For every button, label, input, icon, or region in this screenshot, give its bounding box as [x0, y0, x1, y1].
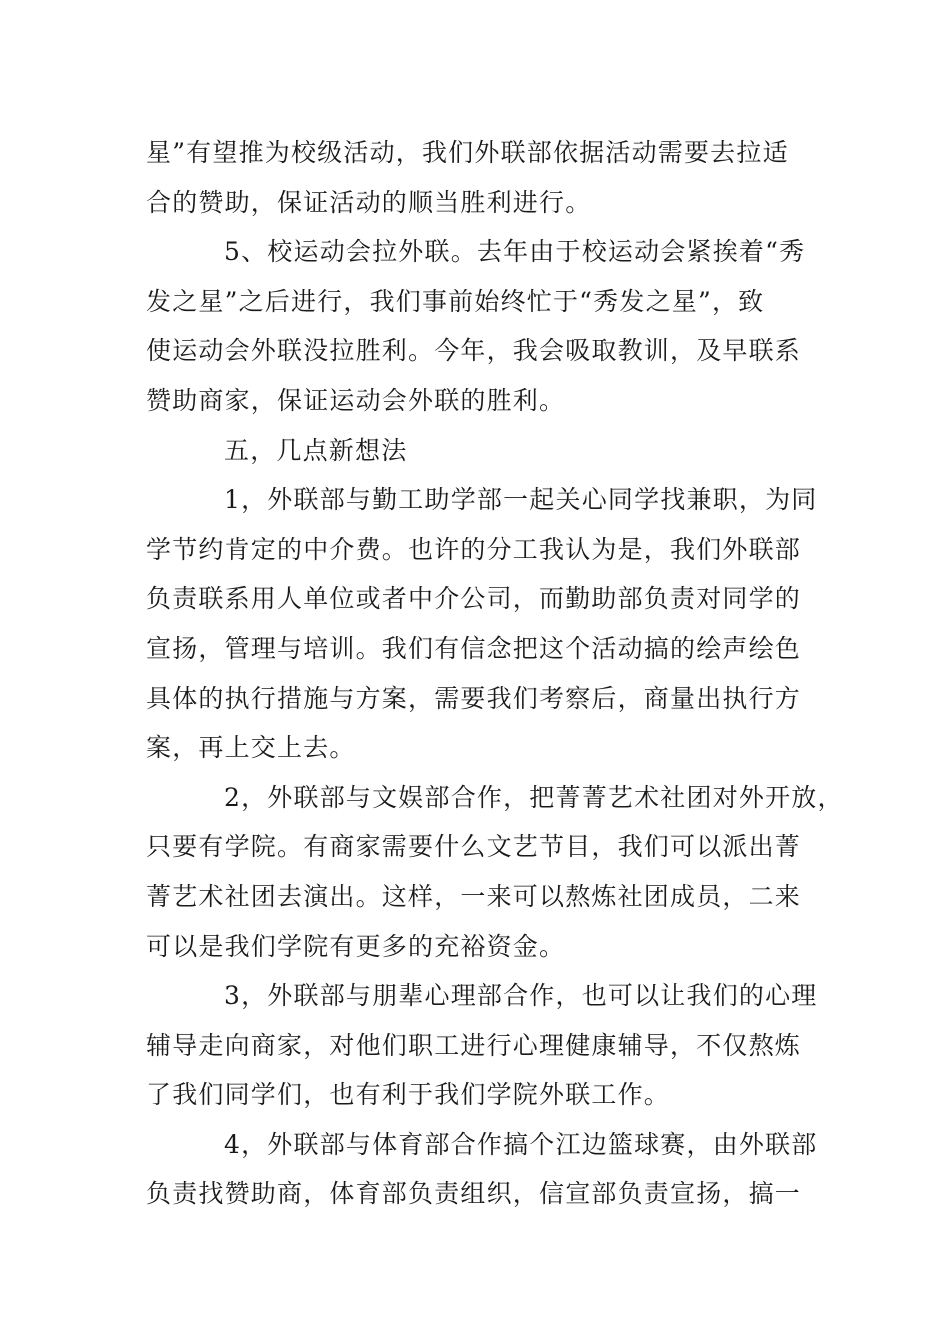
- document-body: [146, 128, 844, 1219]
- text-line: 只要有学院。有商家需要什么文艺节目，我们可以派出菁: [146, 832, 802, 862]
- text-line: 宣扬，管理与培训。我们有信念把这个活动搞的绘声绘色: [146, 633, 802, 663]
- text-line: 赞助商家，保证运动会外联的胜利。: [146, 385, 566, 415]
- section-heading: 五，几点新想法: [224, 435, 408, 465]
- text-line: 5、校运动会拉外联。去年由于校运动会紧挨着“秀: [224, 237, 806, 267]
- text-line: 负责找赞助商，体育部负责组织，信宣部负责宣扬，搞一: [146, 1179, 802, 1209]
- text-line: 使运动会外联没拉胜利。今年，我会吸取教训，及早联系: [146, 336, 802, 366]
- text-line: 发之星”之后进行，我们事前始终忙于“秀发之星”，致: [146, 286, 765, 316]
- text-line: 合的赞助，保证活动的顺当胜利进行。: [146, 187, 592, 217]
- text-line: 具体的执行措施与方案，需要我们考察后，商量出执行方: [146, 683, 802, 713]
- text-line: 学节约肯定的中介费。也许的分工我认为是，我们外联部: [146, 534, 802, 564]
- text-line: 可以是我们学院有更多的充裕资金。: [146, 931, 566, 961]
- text-line: 2，外联部与文娱部合作，把菁菁艺术社团对外开放，: [224, 782, 844, 812]
- text-line: 星”有望推为校级活动，我们外联部依据活动需要去拉适: [146, 138, 789, 167]
- text-line: 3，外联部与朋辈心理部合作，也可以让我们的心理: [224, 981, 818, 1011]
- text-line: 4，外联部与体育部合作搞个江边篮球赛，由外联部: [224, 1129, 818, 1159]
- text-line: 了我们同学们，也有利于我们学院外联工作。: [146, 1080, 671, 1110]
- text-line: 1，外联部与勤工助学部一起关心同学找兼职，为同: [224, 485, 818, 515]
- text-line: 菁艺术社团去演出。这样，一来可以熬炼社团成员，二来: [146, 881, 802, 911]
- text-line: 案，再上交上去。: [146, 733, 356, 763]
- text-line: 辅导走向商家，对他们职工进行心理健康辅导，不仅熬炼: [146, 1030, 802, 1060]
- text-line: 负责联系用人单位或者中介公司，而勤助部负责对同学的: [146, 584, 802, 614]
